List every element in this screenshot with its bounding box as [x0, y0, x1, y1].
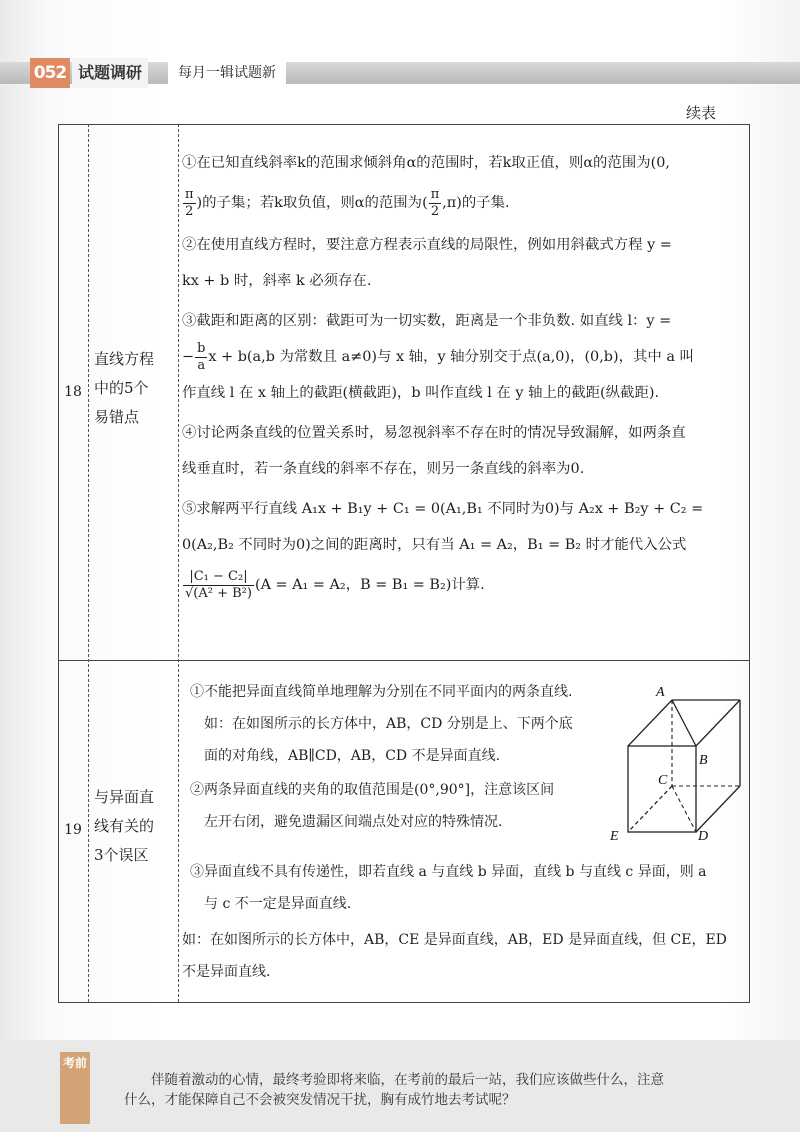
footer-line: 伴随着激动的心情，最终考验即将来临，在考前的最后一站，我们应该做些什么，注意	[151, 1072, 664, 1088]
fraction-numerator: π	[430, 186, 440, 202]
text-line: ①不能把异面直线简单地理解为分别在不同平面内的两条直线.	[190, 684, 573, 700]
page-header	[0, 52, 800, 92]
series-title: 试题调研	[72, 58, 148, 88]
text-line: 线垂直时，若一条直线的斜率不存在，则另一条直线的斜率为0.	[182, 461, 585, 477]
text-fragment: )的子集；若k取负值，则α的范围为(	[196, 195, 428, 211]
fraction	[195, 341, 207, 374]
text-line	[182, 185, 742, 221]
footer-text	[124, 1070, 734, 1110]
text-line: ③异面直线不具有传递性，即若直线 a 与直线 b 异面，直线 b 与直线 c 异面，则 a	[190, 864, 707, 880]
row19-content-bottom	[182, 856, 742, 988]
text-line: ①在已知直线斜率k的范围求倾斜角α的范围时，若k取正值，则α的范围为(0,	[182, 155, 670, 171]
fraction-denominator: 2	[430, 203, 440, 219]
text-line: 面的对角线，AB∥CD，AB，CD 不是异面直线.	[204, 748, 501, 764]
fraction	[183, 569, 254, 602]
label-d: D	[698, 829, 709, 840]
text-line: − $\frac{b}{a}$ x + b(a,b 为常数且 a≠0)与 x 轴，y 轴分别交于点(a,0)，(0,b)，其中 a 叫	[182, 340, 694, 373]
text-line: 与 c 不一定是异面直线.	[204, 896, 352, 912]
row-number: 19	[64, 822, 82, 838]
table-left-border	[58, 124, 59, 1002]
text-line: 不是异面直线.	[182, 964, 271, 980]
diagonal-cd	[672, 786, 696, 832]
topic-line: 易错点	[94, 408, 140, 426]
table-top-border	[58, 124, 750, 125]
text-fragment: (A = A₁ = A₂，B = B₁ = B₂)计算.	[254, 577, 485, 593]
fraction-numerator: π	[185, 186, 194, 202]
label-c: C	[658, 773, 668, 788]
fraction-denominator: 2	[185, 203, 194, 219]
fraction-numerator: |C₁ − C₂|	[183, 569, 254, 586]
continued-label: 续表	[686, 104, 717, 122]
text-line: 0(A₂,B₂ 不同时为0)之间的距离时，只有当 A₁ = A₂，B₁ = B₂ 时才能代入公式	[182, 537, 687, 553]
text-line: kx + b 时，斜率 k 必须存在.	[182, 273, 372, 289]
topic-line: 3个误区	[94, 846, 149, 864]
topic-line: 线有关的	[94, 817, 155, 835]
cuboid-edge	[628, 700, 672, 746]
text-line: 左开右闭，避免遗漏区间端点处对应的特殊情况.	[204, 814, 503, 830]
footer-stamp: 考前	[60, 1052, 90, 1124]
fraction	[429, 187, 442, 220]
cuboid-edge	[696, 786, 740, 832]
row-topic	[94, 345, 174, 432]
table-bottom-border	[58, 1002, 750, 1003]
text-line: ④讨论两条直线的位置关系时，易忽视斜率不存在时的情况导致漏解，如两条直	[182, 425, 686, 441]
row19-content-left	[190, 676, 610, 838]
fraction-numerator: b	[197, 340, 206, 356]
label-e: E	[610, 829, 619, 840]
line-ce	[628, 786, 672, 832]
row-number: 18	[64, 384, 82, 400]
row-topic	[94, 783, 174, 870]
table-right-border	[749, 124, 750, 1002]
cuboid-front-face	[628, 746, 696, 832]
label-a: A	[656, 685, 665, 700]
column-divider	[88, 124, 89, 1002]
topic-line: 中的5个	[94, 379, 149, 397]
text-line: ②两条异面直线的夹角的取值范围是(0°,90°]，注意该区间	[190, 782, 555, 798]
row-divider	[58, 660, 750, 661]
header-subtitle: 每月一辑试题新	[168, 58, 286, 88]
text-fragment: x + b(a,b 为常数且 a≠0)与 x 轴，y 轴分别交于点(a,0)，(0,b)，其中 a 叫	[208, 349, 694, 365]
text-line: 如：在如图所示的长方体中，AB，CE 是异面直线，AB，ED 是异面直线，但 CE，ED	[182, 932, 727, 948]
fraction-denominator: √(A² + B²)	[185, 585, 252, 601]
fraction	[183, 187, 196, 220]
text-fragment: ,π)的子集.	[442, 195, 510, 211]
topic-line: 与异面直	[94, 788, 155, 806]
text-line	[182, 567, 742, 603]
fraction-denominator: a	[197, 357, 206, 373]
label-b: B	[699, 753, 708, 768]
column-divider	[178, 124, 179, 1002]
diagonal-ab	[672, 700, 696, 746]
page-footer	[0, 1040, 800, 1132]
page-number: 052	[30, 58, 70, 88]
text-line: ⑤求解两平行直线 A₁x + B₁y + C₁ = 0(A₁,B₁ 不同时为0)与 A₂x + B₂y + C₂ =	[182, 501, 704, 517]
text-line: 作直线 l 在 x 轴上的截距(横截距)，b 叫作直线 l 在 y 轴上的截距(纵截距).	[182, 385, 660, 401]
cuboid-figure	[606, 680, 746, 840]
text-line: 如：在如图所示的长方体中，AB，CD 分别是上、下两个底	[204, 716, 573, 732]
row18-content	[182, 145, 742, 603]
cuboid-edge	[696, 700, 740, 746]
footer-line: 什么，才能保障自己不会被突发情况干扰，胸有成竹地去考试呢？	[124, 1092, 516, 1108]
topic-line: 直线方程	[94, 350, 155, 368]
text-line: ②在使用直线方程时，要注意方程表示直线的局限性，例如用斜截式方程 y =	[182, 237, 672, 253]
text-line: ③截距和距离的区别：截距可为一切实数，距离是一个非负数. 如直线 l：y =	[182, 313, 672, 329]
